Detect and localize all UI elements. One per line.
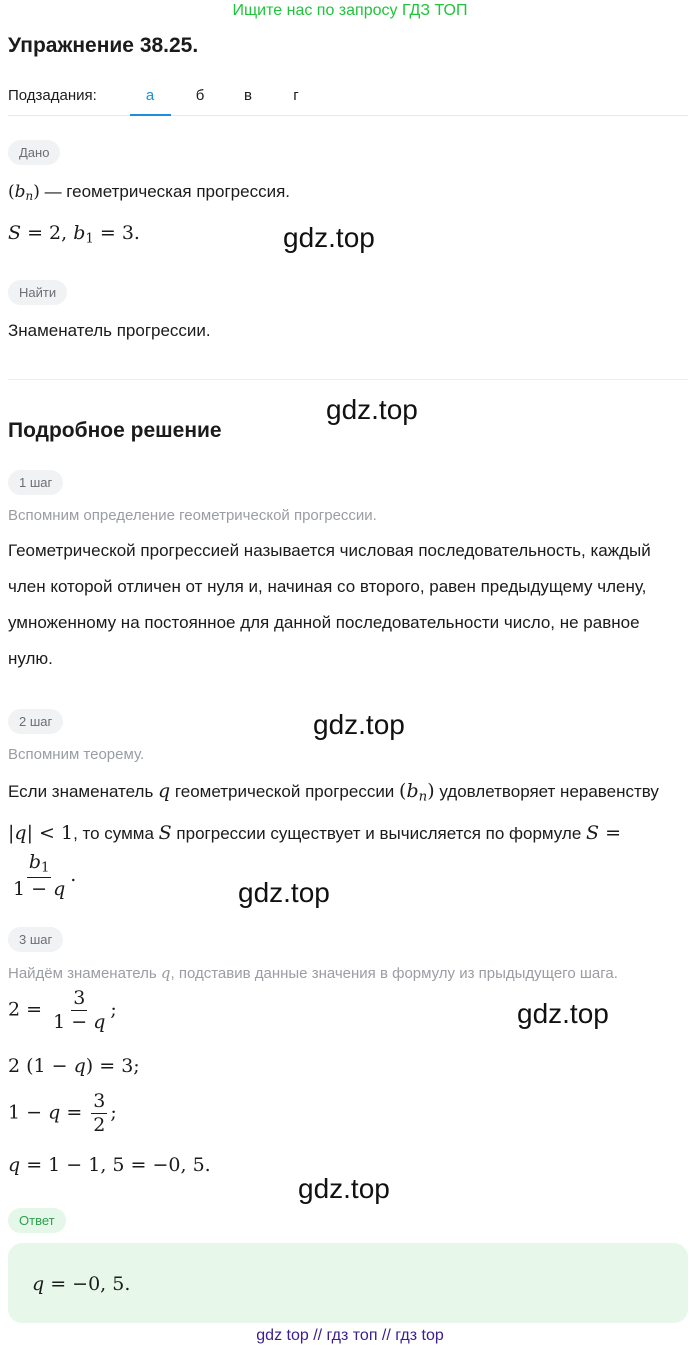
equation-3: 1 − q = $\frac{3}{2}$ ; (8, 1090, 117, 1136)
tab-b[interactable]: б (195, 87, 205, 104)
section-divider (8, 379, 688, 380)
tab-v[interactable]: в (244, 87, 252, 104)
footer-links[interactable]: gdz top // гдз топ // гдз top (256, 1327, 444, 1344)
answer-chip-wrap (8, 1208, 66, 1233)
tab-g[interactable]: г (293, 87, 299, 104)
watermark: gdz.top (313, 709, 405, 740)
given-sequence-formula: $(b_n)$ (8, 182, 40, 203)
active-tab-indicator (130, 114, 171, 116)
tabs-divider (8, 115, 688, 116)
find-chip-wrap (8, 280, 67, 305)
watermark: gdz.top (238, 877, 330, 908)
equation-1: 2 = $\frac{3}{1 - q}$ ; (8, 987, 117, 1033)
step1-definition: Геометрической прогрессией называется числовая последовательность, каждый член которой отличен от нуля и, начиная со второго, равен предыдущему члену, умноженному на постоянное для данной последовательности число, не равное нулю. (8, 541, 651, 668)
step3-chip-wrap (8, 927, 63, 952)
given-line-2: S = 2, $b_1 = 3$. (8, 222, 140, 247)
step1-chip: 1 шаг (8, 470, 63, 495)
given-chip: Дано (8, 140, 60, 165)
step2-chip: 2 шаг (8, 709, 63, 734)
sum-formula-fraction: $\frac{b_1}{1 - q}$ (13, 851, 66, 901)
equation-2: 2 (1 − q) = 3; (8, 1055, 140, 1077)
equation-4: q = 1 − 1, 5 = −0, 5. (8, 1154, 211, 1176)
answer-chip: Ответ (8, 1208, 66, 1233)
step2-chip-wrap (8, 709, 63, 734)
answer-value: q = −0, 5. (32, 1273, 131, 1295)
step2-hint: Вспомним теорему. (8, 746, 145, 763)
watermark: gdz.top (298, 1173, 390, 1204)
step3-hint: Найдём знаменатель q, подставив данные значения в формулу из прыдыдущего шага. (8, 964, 618, 982)
tab-a[interactable]: а (145, 87, 155, 104)
watermark: gdz.top (283, 222, 375, 253)
find-chip: Найти (8, 280, 67, 305)
step1-chip-wrap (8, 470, 63, 495)
watermark: gdz.top (517, 998, 609, 1029)
subtasks-label: Подзадания: (8, 87, 97, 104)
find-text: Знаменатель прогрессии. (8, 321, 211, 340)
step1-hint: Вспомним определение геометрической прогрессии. (8, 507, 377, 524)
page-title: Упражнение 38.25. (8, 34, 199, 57)
given-chip-wrap (8, 140, 60, 165)
search-banner: Ищите нас по запросу ГДЗ ТОП (232, 2, 468, 19)
solution-title: Подробное решение (8, 419, 222, 442)
given-line-1 (8, 178, 290, 210)
given-line-1-text: — геометрическая прогрессия. (39, 182, 290, 201)
watermark: gdz.top (326, 394, 418, 425)
step3-chip: 3 шаг (8, 927, 63, 952)
step2-theorem: Если знаменатель q геометрической прогрессии $(b_n)$ удовлетворяет неравенству |q| < 1, то сумма S прогрессии существует и вычисляется по формуле S = $\frac{b_1}{1 - q}$ . (8, 780, 659, 901)
